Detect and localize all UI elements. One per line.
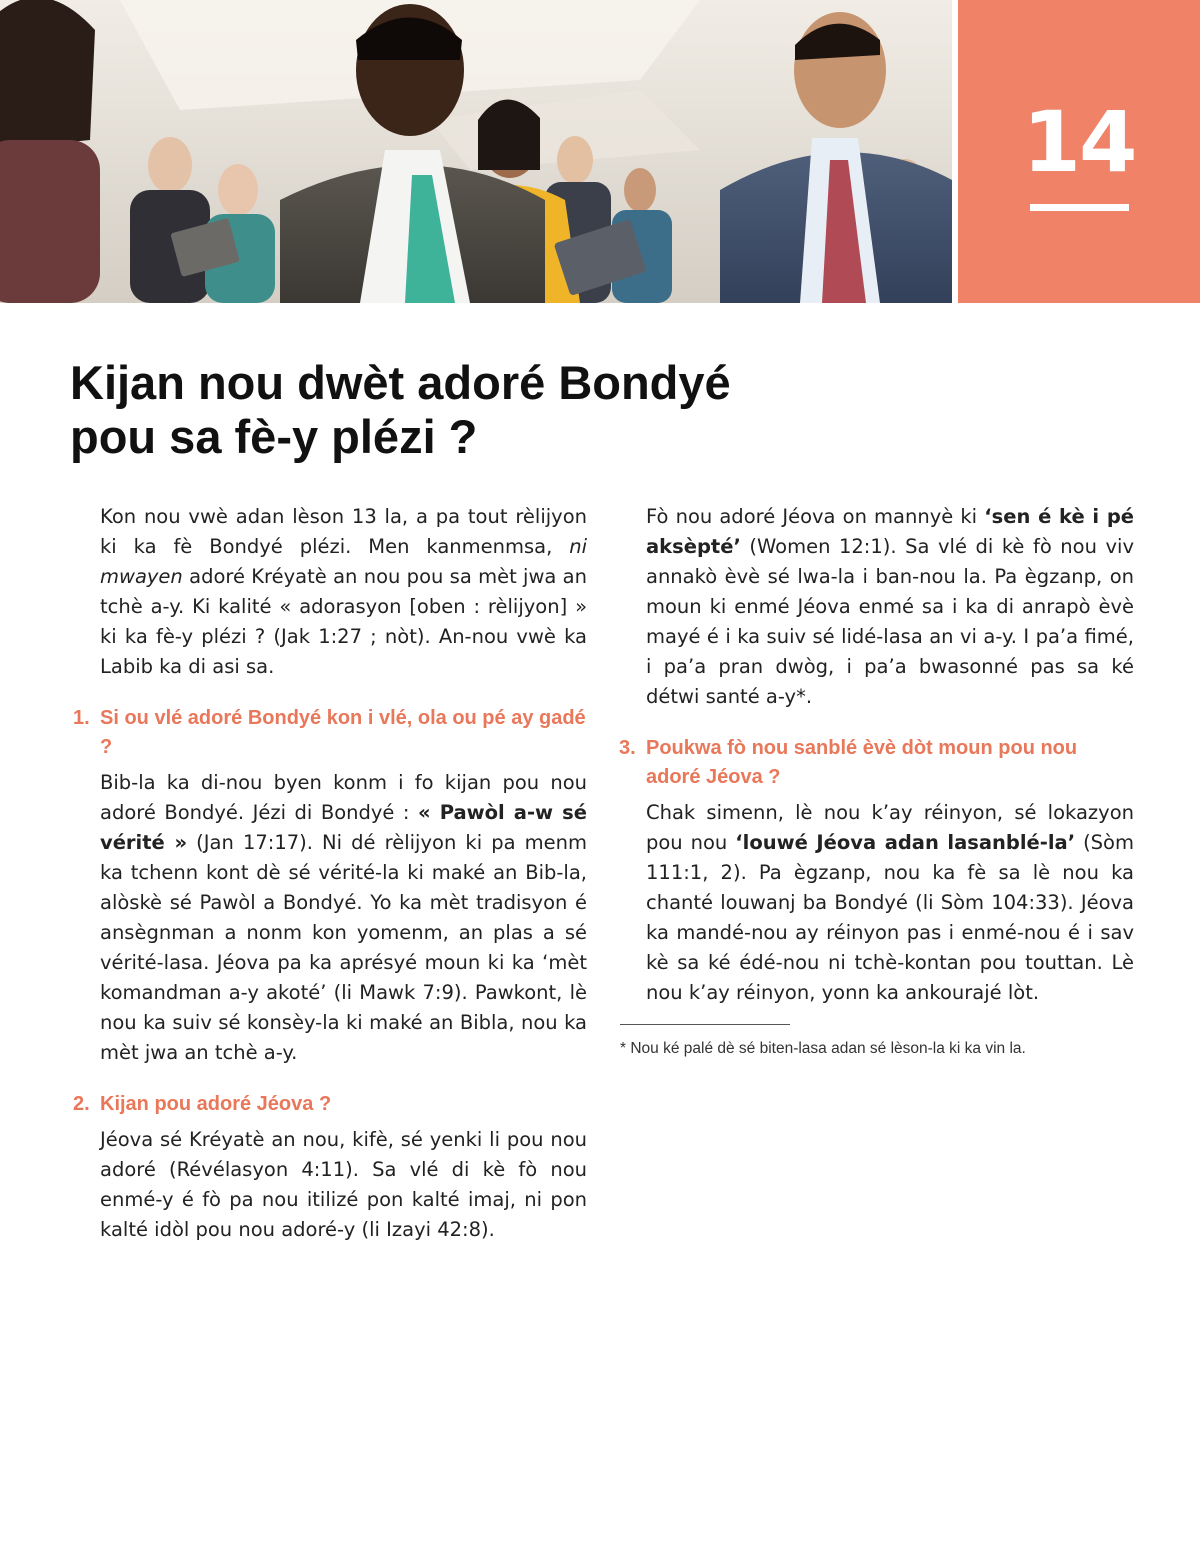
section-2-text: Jéova sé Kréyatè an nou, kifè, sé yenki li pou nou adoré (Révélasyon 4:11). Sa vlé di kè fò nou enmé-y é fò pa nou itilizé pon kalté imaj, ni pon kalté idòl pou nou adoré-y (li Izayi 42:8). [100,1128,587,1241]
section-1-bold-quote: « Pawòl a-w sé vérité » [100,801,587,854]
title-line-1: Kijan nou dwèt adoré Bondyé [70,356,731,409]
lesson-number-box [958,0,1200,303]
section-2-cont-text-2: (Women 12:1). Sa vlé di kè fò nou viv annakò èvè sé lwa-la i ban-nou la. Pa ègzanp, on moun ki enmé Jéova enmé sa i ka di anrapò èvè mayé é i ka suiv sé lidé-lasa an vi a-y. I pa’a fimé, i pa’a pran dwòg, i pa’a bwasonné pas sa ké détwi santé a-y*. [646,535,1134,708]
intro-italic-text: ni mwayen [100,535,587,588]
title-line-2: pou sa fè-y plézi ? [70,410,478,463]
question-2-number: 2. [73,1093,90,1115]
section-2-cont-text-1: Fò nou adoré Jéova on mannyè ki [646,505,985,528]
section-1-text-2: (Jan 17:17). Ni dé rèlijyon ki pa menm ka tchenn kont dè sé vérité-la ki maké an Bib-la, alòskè sé Pawòl a Bondyé. Yo ka mèt tradisyon é ansègnman a nonm kon yomenm, an plas a sé vérité-lasa. Jéova pa ka aprésyé moun ki ka ‘mèt komandman a-y akoté’ (li Mawk 7:9). Pawkont, lè nou ka suiv sé konsèy-la ki maké an Bibla, nou ka mèt jwa an tchè a-y. [100,831,587,1064]
section-2-continuation-paragraph [646,502,1134,712]
question-1-text: Si ou vlé adoré Bondyé kon i vlé, ola ou pé ay gadé ? [100,707,586,758]
section-3-paragraph [646,798,1134,1008]
footnote-divider [620,1024,790,1025]
question-3-heading [619,734,1134,792]
section-3-bold-quote: ‘louwé Jéova adan lasanblé-la’ [735,831,1076,854]
section-3-text-2: (Sòm 111:1, 2). Pa ègzanp, nou ka fè sa lè nou ka chanté louwanj ba Bondyé (li Sòm 104:33). Jéova ka mandé-nou ay réinyon pas i enmé-nou é i sav kè sa ké édé-nou ni tchè-kontan pou touttan. Lè nou k’ay réinyon, yonn ka ankourajé lòt. [646,831,1134,1004]
congregation-illustration [0,0,952,303]
header-photo [0,0,952,303]
question-3-text: Poukwa fò nou sanblé èvè dòt moun pou nou adoré Jéova ? [646,737,1078,788]
question-2-text: Kijan pou adoré Jéova ? [100,1093,332,1115]
section-1-paragraph [100,768,587,1068]
lesson-number-underline [1030,204,1129,211]
section-3-text-1: Chak simenn, lè nou k’ay réinyon, sé lokazyon pou nou [646,801,1134,854]
question-1-number: 1. [73,707,90,729]
section-2-bold-quote: ‘sen é kè i pé aksèpté’ [646,505,1135,558]
lesson-number: 14 [1022,93,1136,191]
intro-paragraph [100,502,587,682]
section-2-paragraph [100,1125,587,1245]
right-column [619,502,1135,1059]
question-2-heading [73,1090,587,1119]
intro-text-1: Kon nou vwè adan lèson 13 la, a pa tout rèlijyon ki ka fè Bondyé plézi. Men kanmenmsa, [100,505,587,558]
left-column [73,502,587,1245]
intro-text-2: adoré Kréyatè an nou pou sa mèt jwa an tchè a-y. Ki kalité « adorasyon [oben : rèlijyon] » ki ka fè-y plézi ? (Jak 1:27 ; nòt). An-nou vwè ka Labib ka di asi sa. [100,565,587,678]
question-3-number: 3. [619,737,636,759]
question-1-heading [73,704,587,762]
footnote: * Nou ké palé dè sé biten-lasa adan sé lèson-la ki ka vin la. [620,1040,1026,1057]
page-title [70,356,890,464]
section-1-text-1: Bib-la ka di-nou byen konm i fo kijan pou nou adoré Bondyé. Jézi di Bondyé : [100,771,587,824]
